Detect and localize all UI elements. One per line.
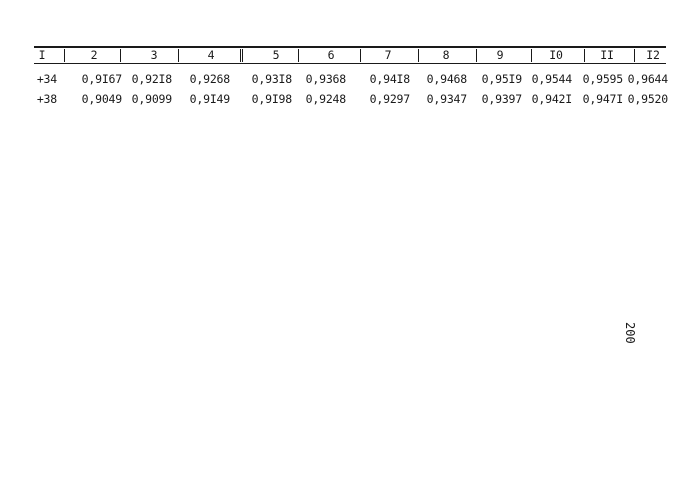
column-header: 8: [442, 48, 450, 62]
column-separator: [240, 49, 241, 62]
column-header: I: [38, 48, 46, 62]
table-cell: 0,9397: [481, 92, 522, 106]
table-cell: 0,95I9: [481, 72, 522, 86]
column-header: I0: [549, 48, 563, 62]
table-cell: +38: [36, 92, 57, 106]
table-cell: 0,9049: [81, 92, 122, 106]
table-cell: 0,9644: [627, 72, 668, 86]
column-header: 9: [496, 48, 504, 62]
table-cell: 0,94I8: [369, 72, 410, 86]
column-header: 4: [207, 48, 215, 62]
column-separator: [634, 49, 635, 62]
table-cell: 0,942I: [531, 92, 572, 106]
column-header: II: [600, 48, 614, 62]
column-header: 5: [272, 48, 280, 62]
column-separator: [64, 49, 65, 62]
table-cell: 0,947I: [582, 92, 623, 106]
table-cell: 0,93I8: [251, 72, 292, 86]
column-header: 6: [327, 48, 335, 62]
table-cell: 0,9I49: [189, 92, 230, 106]
table-cell: 0,9099: [131, 92, 172, 106]
table-cell: 0,9520: [627, 92, 668, 106]
column-separator: [178, 49, 179, 62]
column-header: I2: [646, 48, 660, 62]
column-separator: [418, 49, 419, 62]
page-number: 200: [623, 322, 637, 344]
table-cell: 0,9368: [305, 72, 346, 86]
table-cell: 0,9248: [305, 92, 346, 106]
column-separator: [120, 49, 121, 62]
column-separator: [531, 49, 532, 62]
column-separator: [584, 49, 585, 62]
table-cell: 0,9I98: [251, 92, 292, 106]
table-cell: 0,9468: [426, 72, 467, 86]
column-header: 7: [384, 48, 392, 62]
table-cell: 0,9595: [582, 72, 623, 86]
column-separator: [298, 49, 299, 62]
table-cell: 0,9347: [426, 92, 467, 106]
table-cell: +34: [36, 72, 57, 86]
table-cell: 0,92I8: [131, 72, 172, 86]
table-cell: 0,9I67: [81, 72, 122, 86]
table-cell: 0,9297: [369, 92, 410, 106]
column-header: 3: [150, 48, 158, 62]
column-separator: [476, 49, 477, 62]
table-cell: 0,9268: [189, 72, 230, 86]
table-cell: 0,9544: [531, 72, 572, 86]
header-bottom-rule: [34, 63, 666, 64]
column-header: 2: [90, 48, 98, 62]
column-separator: [360, 49, 361, 62]
column-separator: [242, 49, 243, 62]
